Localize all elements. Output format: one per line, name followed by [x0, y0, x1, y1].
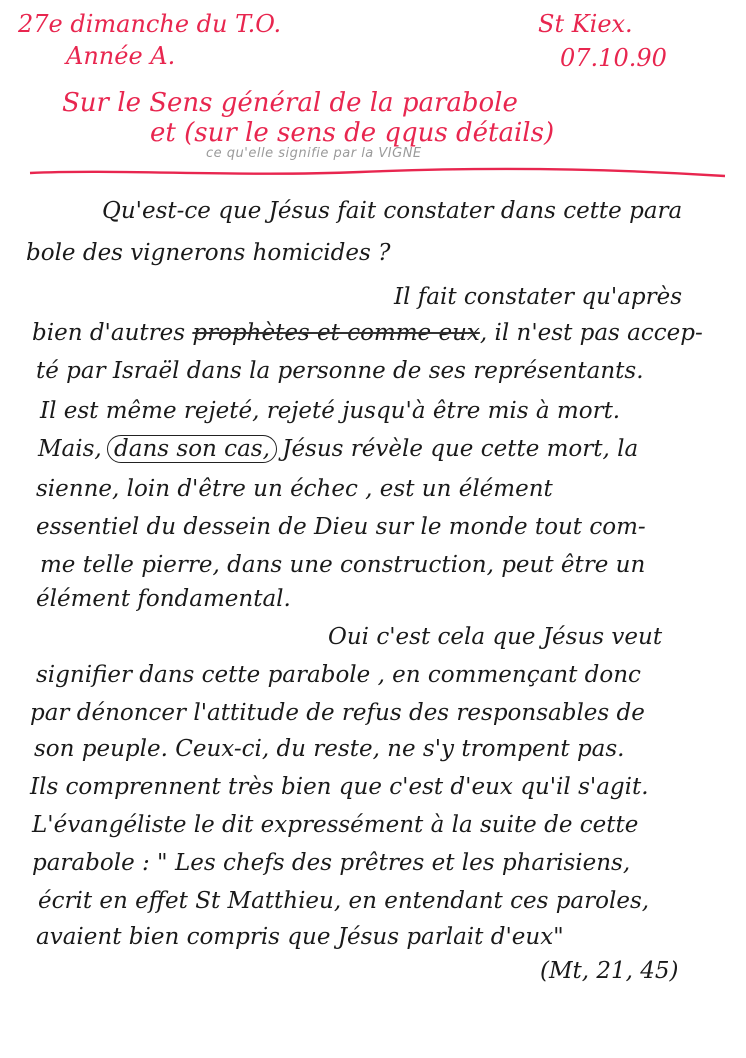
text-line: me telle pierre, dans une construction, peut être un	[40, 552, 646, 578]
text-line: parabole : " Les chefs des prêtres et les pharisiens,	[32, 850, 631, 876]
text-line	[38, 436, 638, 462]
text-line: par dénoncer l'attitude de refus des responsables de	[30, 700, 645, 726]
text-line: Il fait constater qu'après	[394, 284, 683, 310]
text-line: avaient bien compris que Jésus parlait d'eux"	[36, 924, 564, 950]
text-line: sienne, loin d'être un échec , est un élément	[36, 476, 553, 502]
red-divider-line	[0, 160, 746, 190]
text-line: écrit en effet St Matthieu, en entendant ces paroles,	[38, 888, 650, 914]
place-label: St Kiex.	[538, 10, 633, 38]
year-label: Année A.	[66, 42, 176, 70]
text-fragment: bien d'autres	[32, 320, 193, 346]
title-line-2: et (sur le sens de qqus détails)	[150, 118, 555, 148]
text-fragment: , il n'est pas accep-	[479, 320, 703, 346]
text-line: signifier dans cette parabole , en commençant donc	[36, 662, 641, 688]
text-line: té par Israël dans la personne de ses représentants.	[36, 358, 644, 384]
text-line: bole des vignerons homicides ?	[26, 240, 391, 266]
text-line: Il est même rejeté, rejeté jusqu'à être mis à mort.	[40, 398, 621, 424]
scripture-citation: (Mt, 21, 45)	[540, 958, 679, 984]
text-line: L'évangéliste le dit expressément à la suite de cette	[32, 812, 639, 838]
text-line: son peuple. Ceux-ci, du reste, ne s'y trompent pas.	[34, 736, 625, 762]
text-fragment: Mais,	[38, 436, 110, 462]
text-line: Ils comprennent très bien que c'est d'eux qu'il s'agit.	[30, 774, 649, 800]
text-line: essentiel du dessein de Dieu sur le monde tout com-	[36, 514, 646, 540]
title-line-1: Sur le Sens général de la parabole	[62, 88, 518, 118]
sunday-label: 27e dimanche du T.O.	[18, 10, 282, 38]
pencil-annotation: ce qu'elle signifie par la VIGNE	[206, 146, 422, 161]
text-line	[32, 320, 703, 346]
text-line: Qu'est-ce que Jésus fait constater dans cette para	[102, 198, 683, 224]
struck-text: prophètes et comme eux	[192, 320, 480, 346]
date-label: 07.10.90	[560, 44, 667, 72]
text-fragment: Jésus révèle que cette mort, la	[274, 436, 639, 462]
text-line: Oui c'est cela que Jésus veut	[328, 624, 663, 650]
text-line: élément fondamental.	[36, 586, 291, 612]
circled-text: dans son cas,	[107, 435, 277, 463]
